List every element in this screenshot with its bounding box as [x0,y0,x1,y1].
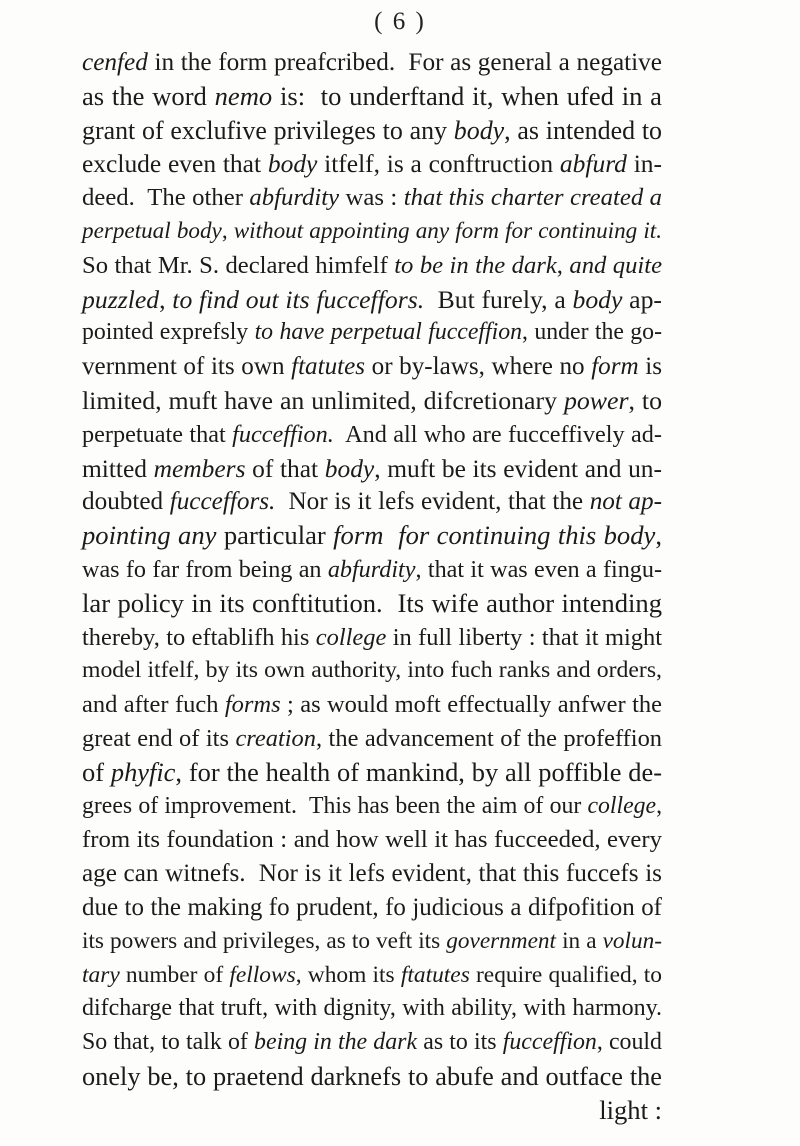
page-number: ( 6 ) [374,8,426,35]
text-line [82,418,662,452]
text-run: mitted [82,453,154,483]
text-run: deed. The other [82,184,250,212]
italic-text: fucceffion. [232,420,334,448]
italic-text: fellows [229,961,296,988]
text-line [82,823,662,857]
text-line [82,181,662,215]
italic-text: to be in the dark [394,251,557,279]
text-run: pointed exprefsly [82,319,255,346]
text-run: require qualified, to [469,961,663,988]
text-run: number of [119,961,230,988]
text-run: limited, muft have an unlimited, difcretionary [82,385,564,415]
text-line [82,688,662,722]
italic-text: college [315,623,387,651]
text-run: model itfelf, by its own authority, into fuch ranks and orders, [82,657,662,684]
text-line [82,587,662,621]
italic-text: form [333,520,384,551]
italic-text: fucceffion [502,1029,597,1056]
text-run: ap- [622,284,662,314]
text-line [82,350,662,384]
text-line [82,452,662,486]
italic-text: abfurd [559,149,627,179]
body-text [82,46,662,1128]
text-run: light : [599,1094,662,1125]
text-run: difcharge that truft, with dignity, with ability, with harmony. [82,995,662,1022]
text-run: from its foundation : and how well it has fucceeded, every [82,826,662,854]
text-run: in- [626,149,662,179]
text-run: in full liberty : that it might [386,623,662,651]
italic-text: ftatutes [400,961,470,988]
text-run: , the advancement of the profeffion [315,724,663,752]
italic-text: abfurdity [249,184,340,212]
text-run: , whom its [295,961,401,988]
text-run: , to [628,385,662,415]
italic-text: abfurdity [327,555,416,583]
text-run: , as intended to [504,115,663,145]
text-run: , [159,284,173,314]
text-run: was : [339,184,404,212]
italic-text: members [153,453,246,483]
text-line [82,283,662,317]
italic-text: forms [224,691,281,719]
text-line [82,215,662,249]
text-run: itfelf, is a conftruction [317,149,560,179]
text-run: or by-laws, where no [365,353,592,381]
italic-text: that this charter created a [403,184,662,212]
italic-text: cenfed [82,49,148,76]
text-run: , under the go- [522,319,662,346]
text-run: exclude even that [82,149,268,179]
text-line [82,553,662,587]
italic-text: form [591,353,639,381]
text-run: of that [245,453,325,483]
text-run: in the form preafcribed. For as general a negative [147,49,662,76]
text-run: , [221,217,234,244]
italic-text: government [446,927,557,954]
text-line [82,1026,662,1060]
italic-text: not ap- [589,488,663,516]
italic-text: and quite [569,251,663,279]
text-run: onely be, to praetend darknefs to abufe and outface the [82,1061,662,1091]
text-line [82,891,662,925]
italic-text: body [324,453,375,483]
text-run: its powers and privileges, as to veft its [82,927,447,954]
italic-text: body [453,115,505,145]
italic-text: to have perpetual fucceffion [254,319,523,346]
text-line [82,1094,662,1128]
text-run: Nor is it lefs evident, that the [275,488,590,516]
text-run: as to its [417,1029,503,1056]
italic-text: tary [82,961,120,988]
text-run: perpetuate that [82,420,233,448]
text-run: is: to underftand it, when ufed in a [272,80,662,111]
text-run: And all who are fucceffively ad- [333,420,663,448]
text-line [82,316,662,350]
text-run: was fo far from being an [82,555,328,583]
italic-text: power [563,385,629,415]
text-line [82,790,662,824]
text-run: of [82,756,111,787]
text-run: , for the health of mankind, by all poffible de- [175,756,662,787]
italic-text: to find out its fucceffors. [172,284,425,314]
text-run: grees of improvement. This has been the aim of our [82,792,588,819]
text-run: So that, to talk of [82,1029,255,1056]
text-line [82,756,662,790]
text-line [82,485,662,519]
text-run: lar policy in its conftitution. Its wife author intending [82,587,662,618]
italic-text: without appointing any form for continuing it. [233,217,662,244]
italic-text: being in the dark [254,1029,418,1056]
text-line [82,992,662,1026]
text-line [82,46,662,80]
text-line [82,249,662,283]
text-line [82,959,662,993]
text-run: , muft be its evident and un- [374,453,662,483]
text-run: , [556,251,570,279]
text-line [82,722,662,756]
italic-text: ftatutes [291,353,366,381]
text-run: ; as would moft effectually anfwer the [280,691,662,719]
text-line [82,1060,662,1094]
text-line [82,147,662,181]
text-run: , [655,520,662,551]
italic-text: body [572,284,623,314]
text-line [82,384,662,418]
italic-text: for continuing this body [398,520,656,551]
italic-text: volun- [602,927,663,954]
italic-text: nemo [214,80,273,111]
text-run: vernment of its own [82,353,292,381]
italic-text: puzzled [82,284,160,314]
text-run: thereby, to eftablifh his [82,623,316,651]
italic-text: body [267,149,318,179]
italic-text: fucceffors. [169,488,276,516]
italic-text: perpetual body [82,217,222,244]
text-run: , [656,792,662,819]
text-run: as the word [82,80,215,111]
text-run: , that it was even a fingu- [415,555,662,583]
text-run [383,520,398,550]
text-line [82,857,662,891]
text-run: in a [556,927,603,954]
text-run: great end of its [82,724,236,752]
text-line [82,925,662,959]
text-run: and after fuch [82,691,225,719]
text-line [82,114,662,148]
text-run: doubted [82,488,170,516]
text-run: particular [216,520,334,551]
italic-text: creation [235,724,316,752]
text-run: age can witnefs. Nor is it lefs evident, that this fuccefs is [82,860,662,888]
italic-text: phyfic [110,756,176,787]
text-run: , could [596,1029,662,1056]
text-run: So that Mr. S. declared himfelf [82,251,395,279]
italic-text: college [587,792,657,819]
italic-text: pointing any [82,520,217,551]
text-run: is [638,353,662,381]
text-run: But furely, a [424,284,573,314]
text-line [82,519,662,553]
text-line [82,654,662,688]
text-run: grant of exclufive privileges to any [82,115,454,145]
text-run: due to the making fo prudent, fo judicious a difpofition of [82,893,662,921]
text-line [82,80,662,114]
text-line [82,621,662,655]
